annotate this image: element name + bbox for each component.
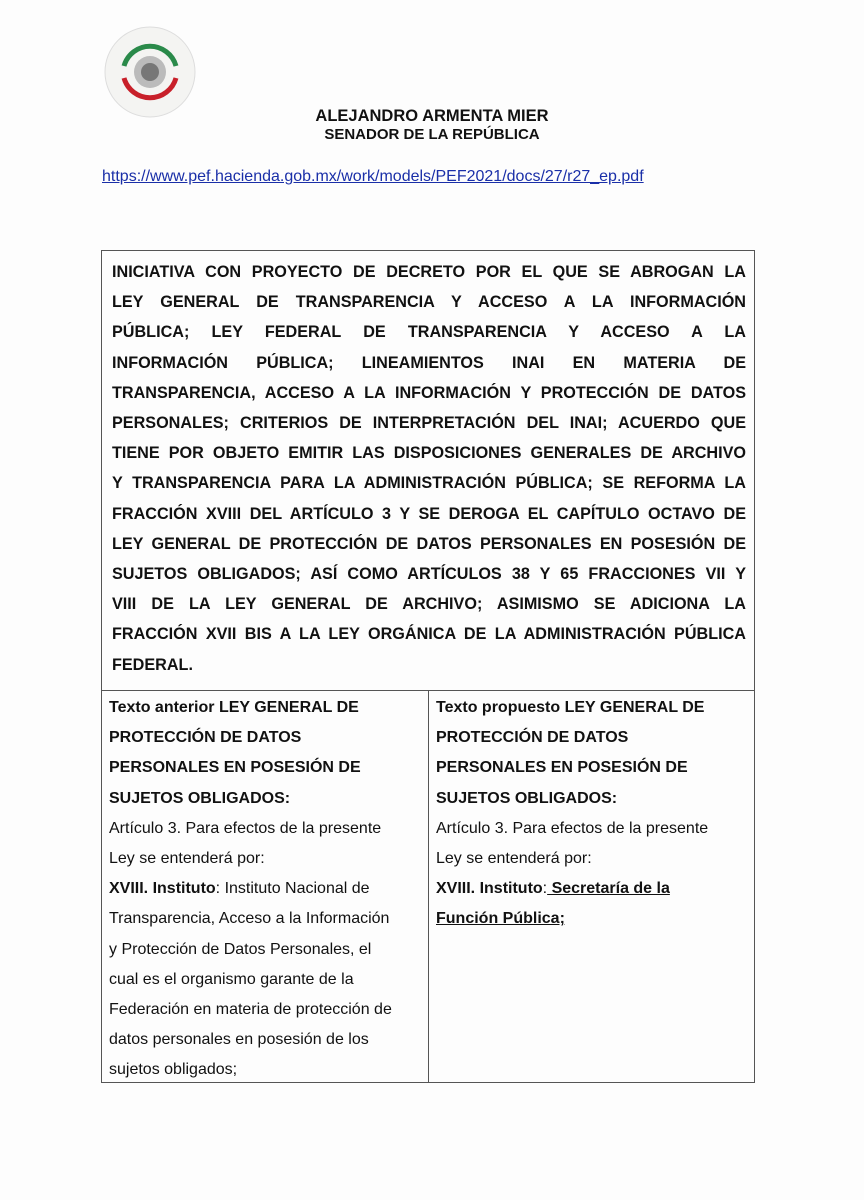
text-line: SUJETOS OBLIGADOS: — [109, 789, 291, 807]
text-line: TIENE POR OBJETO EMITIR LAS DISPOSICIONES GENERALES DE ARCHIVO — [112, 444, 746, 463]
text-line: PERSONALES EN POSESIÓN DE — [436, 759, 688, 777]
text-line: SUJETOS OBLIGADOS: — [436, 789, 618, 807]
text-line: VIII DE LA LEY GENERAL DE ARCHIVO; ASIMISMO SE ADICIONA LA — [112, 595, 746, 614]
text-line: Artículo 3. Para efectos de la presente — [109, 819, 382, 837]
text-line: FRACCIÓN XVIII DEL ARTÍCULO 3 Y SE DEROGA EL CAPÍTULO OCTAVO DE — [112, 504, 746, 523]
text-line: PERSONALES EN POSESIÓN DE — [109, 759, 361, 777]
text-line: Federación en materia de protección de — [109, 1001, 392, 1019]
colon: : — [542, 880, 548, 898]
proposed-text-column — [429, 691, 754, 1082]
text-line: PERSONALES; CRITERIOS DE INTERPRETACIÓN DEL INAI; ACUERDO QUE — [112, 414, 746, 433]
senate-seal-logo — [104, 26, 196, 118]
text-line: TRANSPARENCIA, ACCESO A LA INFORMACIÓN Y PROTECCIÓN DE DATOS — [112, 383, 746, 402]
text-line: Texto propuesto LEY GENERAL DE — [436, 699, 705, 716]
text-line: Ley se entenderá por: — [109, 850, 265, 868]
text-line: y Protección de Datos Personales, el — [109, 940, 372, 958]
text-line: Artículo 3. Para efectos de la presente — [436, 819, 709, 837]
text-line: LEY GENERAL DE PROTECCIÓN DE DATOS PERSONALES EN POSESIÓN DE — [112, 534, 746, 553]
previous-text-column — [102, 691, 429, 1082]
text-line: INICIATIVA CON PROYECTO DE DECRETO POR EL QUE SE ABROGAN LA — [112, 263, 746, 281]
comparison-table — [101, 250, 755, 1083]
initiative-title — [102, 251, 754, 691]
text-line: sujetos obligados; — [109, 1061, 238, 1079]
fraction-label: XVIII. Instituto — [436, 880, 543, 898]
proposed-fraction-text: Secretaría de la — [547, 880, 670, 898]
proposed-fraction-text: Función Pública; — [436, 910, 565, 928]
text-line: FEDERAL. — [112, 655, 193, 674]
text-line: LEY GENERAL DE TRANSPARENCIA Y ACCESO A LA INFORMACIÓN — [112, 293, 746, 312]
text-line: INFORMACIÓN PÚBLICA; LINEAMIENTOS INAI EN MATERIA DE — [112, 353, 746, 372]
senator-name: ALEJANDRO ARMENTA MIER — [315, 107, 549, 125]
text-line: PÚBLICA; LEY FEDERAL DE TRANSPARENCIA Y ACCESO A LA — [112, 323, 746, 342]
text-line: Texto anterior LEY GENERAL DE — [109, 699, 359, 716]
text-line: SUJETOS OBLIGADOS; ASÍ COMO ARTÍCULOS 38 Y 65 FRACCIONES VII Y — [112, 565, 746, 584]
text-line: PROTECCIÓN DE DATOS — [436, 729, 629, 747]
text-line: datos personales en posesión de los — [109, 1031, 369, 1049]
senator-title: SENADOR DE LA REPÚBLICA — [324, 126, 540, 143]
text-line: : Instituto Nacional de — [215, 880, 370, 898]
fraction-label: XVIII. Instituto — [109, 880, 216, 898]
text-line: Ley se entenderá por: — [436, 850, 592, 868]
text-line: Y TRANSPARENCIA PARA LA ADMINISTRACIÓN PÚBLICA; SE REFORMA LA — [112, 474, 746, 493]
text-line: FRACCIÓN XVII BIS A LA LEY ORGÁNICA DE LA ADMINISTRACIÓN PÚBLICA — [112, 625, 746, 644]
source-link[interactable]: https://www.pef.hacienda.gob.mx/work/models/PEF2021/docs/27/r27_ep.pdf — [102, 168, 644, 185]
text-line: PROTECCIÓN DE DATOS — [109, 729, 302, 747]
text-line: cual es el organismo garante de la — [109, 970, 354, 988]
text-line: Transparencia, Acceso a la Información — [109, 910, 390, 928]
